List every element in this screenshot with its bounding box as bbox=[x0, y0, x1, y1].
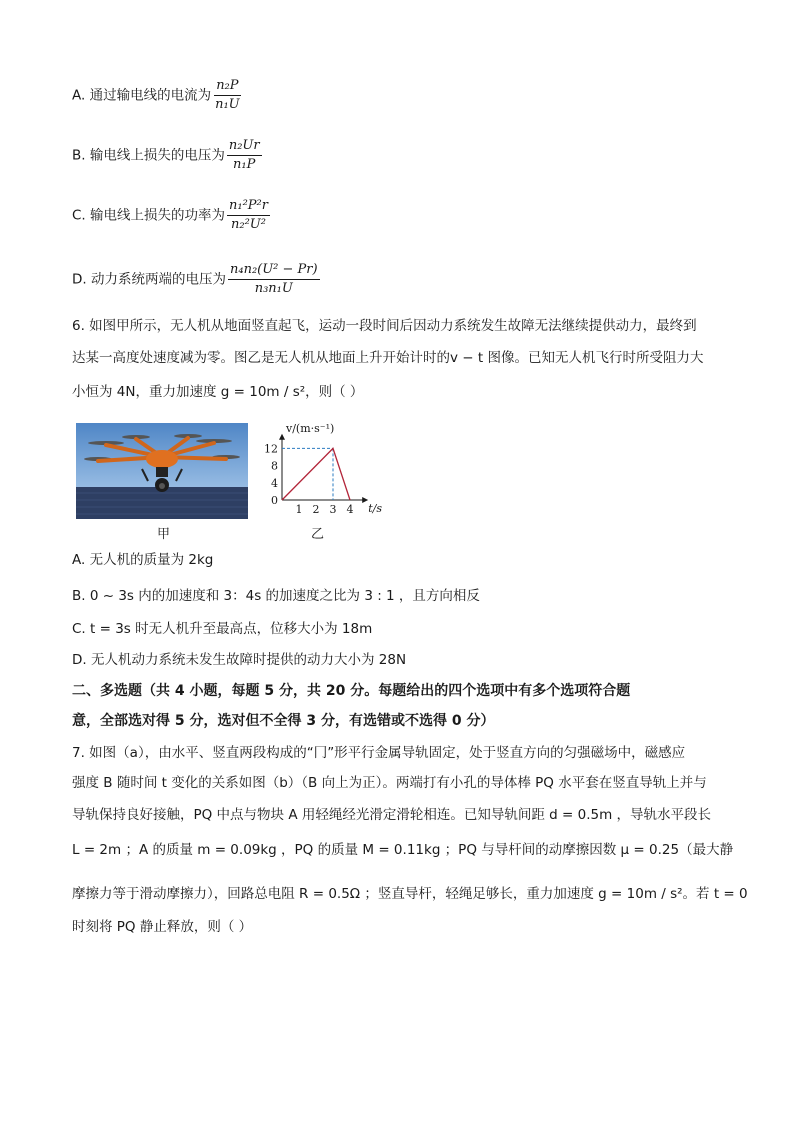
caption-jia: 甲 bbox=[157, 527, 171, 542]
q5-option-c-fraction bbox=[227, 198, 270, 233]
q5-option-b-text: B. 输电线上损失的电压为 bbox=[72, 147, 225, 164]
fraction-denominator: n₁P bbox=[233, 157, 256, 172]
q5-option-a-text: A. 通过输电线的电流为 bbox=[72, 87, 212, 104]
q5-option-b bbox=[72, 138, 262, 173]
fraction-numerator: n₁²P²r bbox=[227, 198, 270, 216]
q5-option-a-fraction bbox=[213, 78, 242, 113]
y-axis-arrow bbox=[279, 434, 285, 440]
q5-option-d-fraction bbox=[228, 262, 320, 297]
x-axis-label: t/s bbox=[368, 502, 382, 515]
q6-option-a: A. 无人机的质量为 2kg bbox=[72, 552, 214, 568]
q7-stem-line-6: 时刻将 PQ 静止释放，则（ ） bbox=[72, 919, 253, 935]
q7-stem-line-4: L = 2m ；A 的质量 m = 0.09kg ，PQ 的质量 M = 0.11kg ；PQ 与导杆间的动摩擦因数 μ = 0.25（最大静 bbox=[72, 842, 734, 858]
section-2-heading-line-2: 意，全部选对得 5 分，选对但不全得 3 分，有选错或不选得 0 分） bbox=[72, 713, 495, 729]
q6-option-c: C. t = 3s 时无人机升至最高点，位移大小为 18m bbox=[72, 621, 373, 637]
fraction-denominator: n₂²U² bbox=[231, 217, 266, 232]
drone-photo bbox=[76, 423, 248, 519]
q6-stem-line-1: 6. 如图甲所示，无人机从地面竖直起飞，运动一段时间后因动力系统发生故障无法继续提供动力，最终到 bbox=[72, 318, 697, 334]
q6-option-b: B. 0 ~ 3s 内的加速度和 3：4s 的加速度之比为 3 : 1 ，且方向相反 bbox=[72, 588, 480, 604]
q7-stem-line-1: 7. 如图（a），由水平、竖直两段构成的“冂”形平行金属导轨固定，处于竖直方向的匀强磁场中，磁感应 bbox=[72, 745, 686, 761]
q5-option-c bbox=[72, 198, 270, 233]
fraction-numerator: n₄n₂(U² − Pr) bbox=[228, 262, 320, 280]
y-tick-label: 12 bbox=[264, 442, 278, 456]
section-2-heading-line-1: 二、多选题（共 4 小题，每题 5 分，共 20 分。每题给出的四个选项中有多个选项符合题 bbox=[72, 683, 631, 699]
q5-option-d bbox=[72, 262, 320, 297]
q5-option-d-text: D. 动力系统两端的电压为 bbox=[72, 271, 226, 288]
velocity-series-line bbox=[282, 448, 350, 500]
q5-option-b-fraction bbox=[227, 138, 262, 173]
y-tick-label: 4 bbox=[271, 476, 278, 490]
caption-yi: 乙 bbox=[311, 527, 325, 542]
y-axis-label: v/(m·s⁻¹) bbox=[286, 422, 335, 435]
x-tick-label: 1 bbox=[295, 503, 303, 516]
x-tick-label: 2 bbox=[312, 503, 320, 516]
x-tick-label: 4 bbox=[346, 503, 354, 516]
y-tick-label: 0 bbox=[271, 494, 278, 507]
y-tick-label: 8 bbox=[271, 459, 278, 473]
q7-stem-line-2: 强度 B 随时间 t 变化的关系如图（b）（B 向上为正）。两端打有小孔的导体棒 PQ 水平套在竖直导轨上并与 bbox=[72, 775, 707, 791]
x-tick-label: 3 bbox=[329, 503, 337, 516]
vt-chart bbox=[262, 418, 396, 518]
q6-option-d: D. 无人机动力系统未发生故障时提供的动力大小为 28N bbox=[72, 652, 407, 668]
fraction-denominator: n₁U bbox=[215, 97, 240, 112]
fraction-numerator: n₂Ur bbox=[227, 138, 262, 156]
q5-option-c-text: C. 输电线上损失的功率为 bbox=[72, 207, 226, 224]
fraction-denominator: n₃n₁U bbox=[254, 281, 293, 296]
q5-option-a bbox=[72, 78, 242, 113]
q6-stem-line-2: 达某一高度处速度减为零。图乙是无人机从地面上升开始计时的v − t 图像。已知无人机飞行时所受阻力大 bbox=[72, 350, 704, 366]
q7-stem-line-5: 摩擦力等于滑动摩擦力），回路总电阻 R = 0.5Ω ；竖直导杆，轻绳足够长，重力加速度 g = 10m / s²。若 t = 0 bbox=[72, 886, 748, 902]
q6-stem-line-3: 小恒为 4N，重力加速度 g = 10m / s²，则（ ） bbox=[72, 384, 364, 400]
drone-illustration bbox=[76, 423, 248, 519]
q7-stem-line-3: 导轨保持良好接触，PQ 中点与物块 A 用轻绳经光滑定滑轮相连。已知导轨间距 d = 0.5m ，导轨水平段长 bbox=[72, 807, 712, 823]
fraction-numerator: n₂P bbox=[214, 78, 240, 96]
